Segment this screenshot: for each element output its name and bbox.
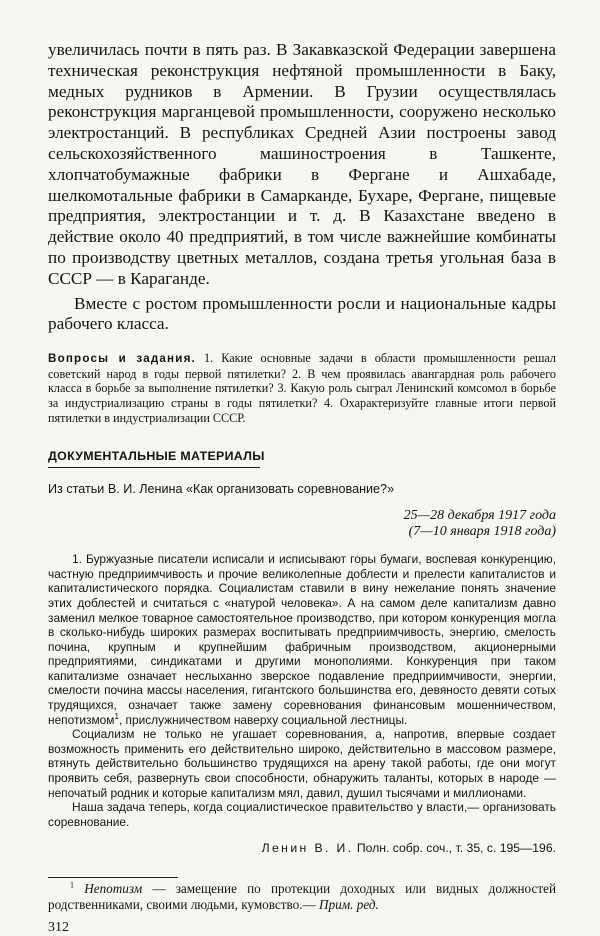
footnote-reference[interactable]: 1: [114, 711, 119, 721]
main-paragraph-2: Вместе с ростом промышленности росли и национальные кадры рабочего класса.: [48, 293, 556, 334]
footnote-editor-note: Прим. ред.: [319, 896, 379, 912]
document-paragraph-3: Наша задача теперь, когда социалистическое правительство у власти,— организовать соревнование.: [48, 800, 556, 829]
questions-text: 1. Какие основные задачи в области промышленности решал советский народ в годы первой пятилетки? 2. В чем проявилась авангардная роль рабочего класса в борьбе за выполнение пятилетки? 3. Какую роль сыграл Ленинский комсомол в борьбе за индустриализацию страны в годы пятилетки? 4. Охарактеризуйте главные итоги первой пятилетки в индустриализации СССР.: [48, 351, 557, 425]
footnote-mark: 1: [70, 881, 74, 891]
date-line-2: (7—10 января 1918 года): [408, 524, 556, 540]
questions-label: Вопросы и задания.: [48, 352, 196, 366]
heading-underline: [48, 467, 260, 468]
citation-author: Ленин В. И.: [261, 841, 354, 856]
footnote-divider: [48, 877, 178, 878]
source-title: Из статьи В. И. Ленина «Как организовать соревнование?»: [48, 482, 395, 497]
document-paragraph-1-tail: , прислужничеством наверху социальной лестницы.: [118, 712, 408, 727]
book-page: [48, 40, 556, 936]
date-line-1: 25—28 декабря 1917 года: [403, 508, 556, 524]
document-date: [48, 508, 556, 540]
citation: [48, 841, 556, 855]
documents-heading: ДОКУМЕНТАЛЬНЫЕ МАТЕРИАЛЫ: [48, 449, 265, 464]
page-number: 312: [48, 920, 69, 936]
footnote-text: — замещение по протекции доходных или видных должностей родственниками, своими людьми, кумовство.—: [48, 881, 557, 912]
document-paragraph-1: [48, 552, 556, 727]
document-paragraph-1-text: 1. Буржуазные писатели исписали и исписывают горы бумаги, воспевая конкуренцию, частную предприимчивость и прочие великолепные доблести и прелести капиталистов и капиталистического порядка. Социалистам ставили в вину нежелание понять значение этих доблестей и считаться с «натурой человека». А на самом деле капитализм давно заменил мелкое товарное самостоятельное производство, при котором конкуренция могла в сколько-нибудь широких размерах воспитывать предприимчивость, энергию, смелость почина, крупным и крупнейшим фабричным производством, акционерными предприятиями, синдикатами и другими монополиями. Конкуренция при таком капитализме означает неслыханно зверское подавление предприимчивости, энергии, смелости почина массы населения, гигантского большинства его, девяносто девяти сотых трудящихся, означает также замену соревнования финансовым мошенничеством, непотизмом: [48, 552, 556, 727]
citation-reference: Полн. собр. соч., т. 35, с. 195—196.: [353, 841, 556, 856]
footnote: [48, 881, 556, 912]
footnote-term: Непотизм: [84, 881, 143, 897]
main-paragraph-1: увеличилась почти в пять раз. В Закавказской Федерации завершена техническая реконструкция нефтяной промышленности в Баку, медных рудников в Армении. В Грузии осуществлялась реконструкция марганцевой промышленности, сооружено несколько электростанций. В республиках Средней Азии построены завод сельскохозяйственного машиностроения в Ташкенте, хлопчатобумажные фабрики в Фергане и Ашхабаде, шелкомотальные фабрики в Самарканде, Бухаре, Фергане, пищевые предприятия, электростанции и т. д. В Казахстане введено в действие около 40 предприятий, в том числе важнейшие комбинаты по производству цветных металлов, создана третья угольная база в СССР — в Караганде.: [48, 40, 556, 288]
document-paragraph-2: Социализм не только не угашает соревнования, а, напротив, впервые создает возможность применить его действительно широко, действительно в массовом размере, втянуть действительно большинство трудящихся на арену такой работы, где они могут проявить себя, развернуть свои способности, обнаружить таланты, которых в народе — непочатый родник и которые капитализм мял, давил, душил тысячами и миллионами.: [48, 727, 556, 800]
questions-block: [48, 351, 556, 425]
